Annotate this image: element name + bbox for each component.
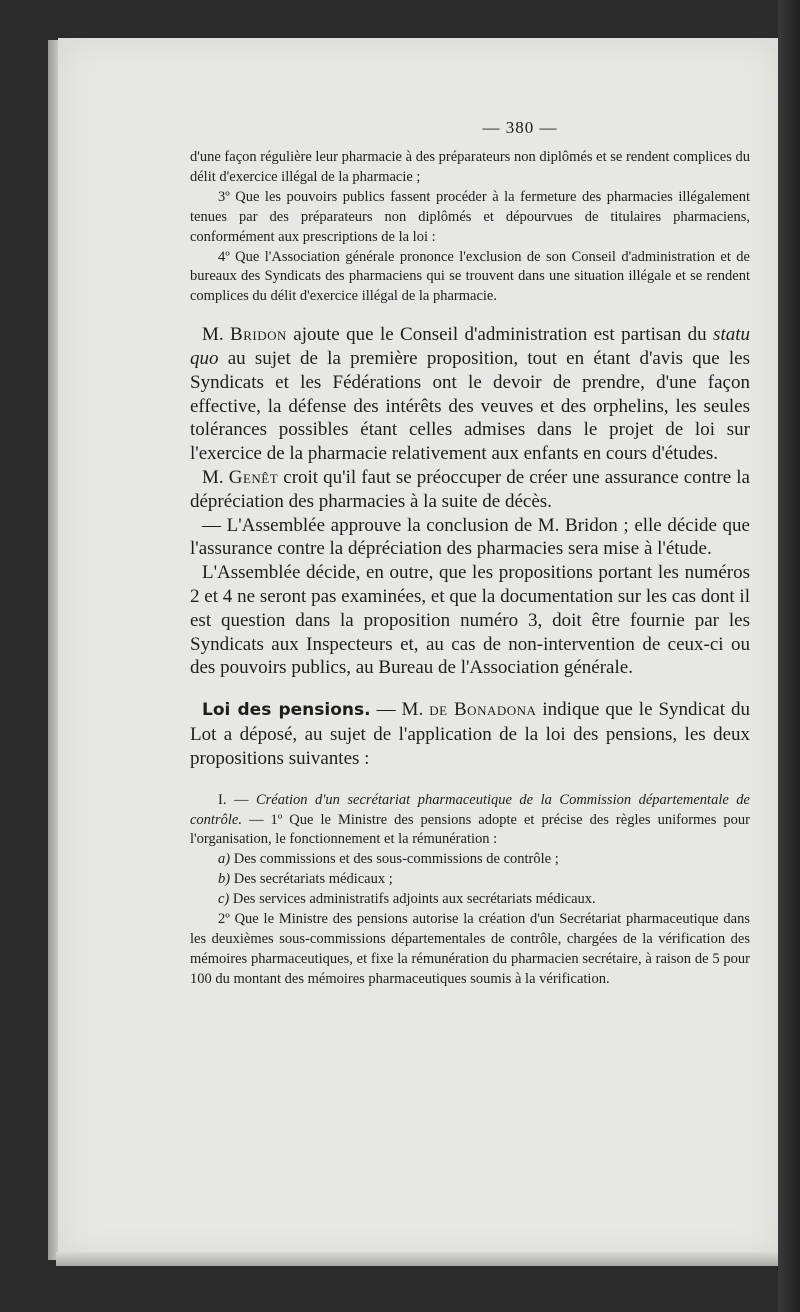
- list-item: a) Des commissions et des sous-commissions de contrôle ;: [218, 851, 559, 868]
- page-bottom-edge: [56, 1252, 784, 1266]
- proposal-point-2: 2º Que le Ministre des pensions autorise la création d'un Secrétariat pharmaceutique dans les deuxièmes sous-commissions départementales de contrôle, chargées de la vérification des mémoires pharmaceutiques, et fixe la rémunération du pharmacien secrétaire, à raison de 5 pour 100 du montant des mémoires pharmaceutiques soumis à la vérification.: [190, 911, 750, 987]
- resolution-4: 4º Que l'Association générale prononce l'exclusion de son Conseil d'administration et de bureaux des Syndicats des pharmaciens qui se trouvent dans une situation illégale et se rendent complices du délit d'exercice illégal de la pharmacie.: [190, 248, 750, 305]
- proposal-1: I. — Création d'un secrétariat pharmaceutique de la Commission départementale de contrôle. — 1º Que le Ministre des pensions adopte et précise des règles uniformes pour l'organisation, le fonctionnement et la rémunération :: [190, 791, 750, 848]
- resolutions-block: [190, 148, 750, 307]
- page-number: — 380 —: [482, 118, 558, 137]
- pensions-intro-paragraph: Loi des pensions. — M. de Bonadona indique que le Syndicat du Lot a déposé, au sujet de l'application de la loi des pensions, les deux propositions suivantes :: [190, 699, 750, 769]
- speaker-name: de Bonadona: [429, 699, 537, 721]
- resolution-continuation: d'une façon régulière leur pharmacie à des préparateurs non diplômés et se rendent complices du délit d'exercice illégal de la pharmacie ;: [190, 149, 750, 185]
- latin-phrase: statu quo: [190, 324, 750, 370]
- genet-paragraph: M. Genêt croit qu'il faut se préoccuper de créer une assurance contre la dépréciation des pharmacies à la suite de décès.: [190, 467, 750, 512]
- list-item: b) Des secrétariats médicaux ;: [218, 871, 393, 888]
- discussion-block: [190, 323, 750, 680]
- resolution-3: 3º Que les pouvoirs publics fassent procéder à la fermeture des pharmacies illégalement tenues par des préparateurs non diplômés et dépourvues de titulaires pharmaciens, conformément aux prescriptions de la loi :: [190, 188, 750, 245]
- speaker-name: Genêt: [228, 467, 279, 489]
- proposals-block: [190, 791, 750, 990]
- pensions-section: [190, 698, 750, 770]
- list-item: c) Des services administratifs adjoints aux secrétariats médicaux.: [218, 891, 596, 908]
- assembly-approval-paragraph: — L'Assemblée approuve la conclusion de M. Bridon ; elle décide que l'assurance contre la dépréciation des pharmacies sera mise à l'étude.: [190, 514, 750, 560]
- assembly-decision-paragraph: L'Assemblée décide, en outre, que les propositions portant les numéros 2 et 4 ne seront pas examinées, et que la documentation sur les cas dont il est question dans la proposition numéro 3, doit être fournie par les Syndicats aux Inspecteurs et, au cas de non-intervention de ceux-ci ou des pouvoirs publics, au Bureau de l'Association générale.: [190, 562, 750, 679]
- scan-border-right: [778, 0, 800, 1312]
- proposal-title: Création d'un secrétariat pharmaceutique de la Commission départementale de contrôle.: [190, 791, 750, 828]
- page-content: [190, 118, 750, 990]
- speaker-name: Bridon: [230, 324, 287, 346]
- section-title: Loi des pensions.: [202, 700, 371, 721]
- bridon-paragraph: M. Bridon ajoute que le Conseil d'administration est partisan du statu quo au sujet de la première proposition, tout en étant d'avis que les Syndicats et les Fédérations ont le devoir de prendre, d'une façon effective, la défense des intérêts des veuves et des orphelins, les seules tolérances possibles étant celles admises dans le projet de loi sur l'exercice de la pharmacie relativement aux enfants en cours d'études.: [190, 324, 750, 465]
